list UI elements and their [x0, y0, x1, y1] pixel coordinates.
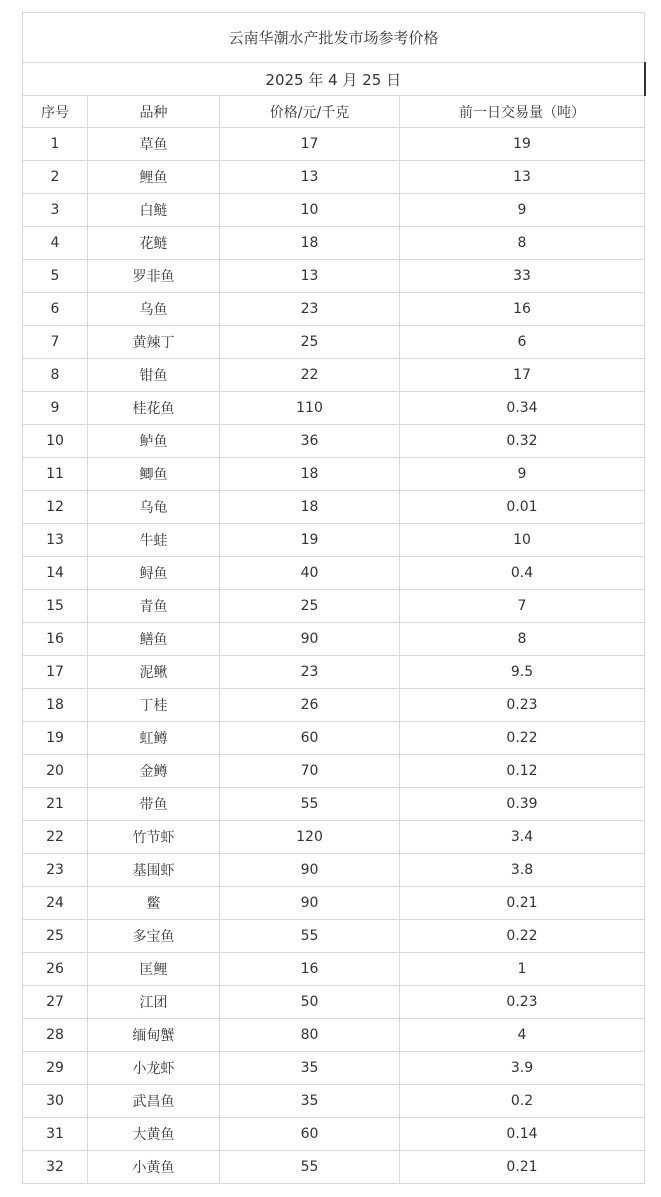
cell-index: 31 [23, 1118, 88, 1151]
cell-price: 19 [220, 524, 400, 557]
table-row [23, 1019, 645, 1052]
cell-index: 21 [23, 788, 88, 821]
cell-variety: 带鱼 [88, 788, 220, 821]
cell-volume: 8 [400, 623, 645, 656]
table-header-row [23, 96, 645, 128]
cell-volume: 4 [400, 1019, 645, 1052]
cell-index: 29 [23, 1052, 88, 1085]
table-title: 云南华潮水产批发市场参考价格 [23, 13, 645, 63]
cell-index: 2 [23, 161, 88, 194]
cell-variety: 鲈鱼 [88, 425, 220, 458]
table-body [23, 128, 645, 1184]
cell-index: 23 [23, 854, 88, 887]
column-header-variety: 品种 [88, 96, 220, 128]
cell-price: 35 [220, 1052, 400, 1085]
cell-index: 10 [23, 425, 88, 458]
cell-variety: 基围虾 [88, 854, 220, 887]
cell-index: 19 [23, 722, 88, 755]
cell-volume: 0.01 [400, 491, 645, 524]
table-row [23, 953, 645, 986]
cell-volume: 0.21 [400, 887, 645, 920]
cell-price: 120 [220, 821, 400, 854]
cell-volume: 0.4 [400, 557, 645, 590]
cell-volume: 9 [400, 194, 645, 227]
cell-variety: 黄辣丁 [88, 326, 220, 359]
table-row [23, 854, 645, 887]
cell-volume: 3.4 [400, 821, 645, 854]
cell-index: 26 [23, 953, 88, 986]
table-row [23, 788, 645, 821]
cell-volume: 1 [400, 953, 645, 986]
cell-index: 17 [23, 656, 88, 689]
cell-volume: 17 [400, 359, 645, 392]
table-row [23, 458, 645, 491]
cell-price: 18 [220, 227, 400, 260]
column-header-volume: 前一日交易量（吨） [400, 96, 645, 128]
cell-volume: 6 [400, 326, 645, 359]
cell-index: 7 [23, 326, 88, 359]
cell-volume: 0.39 [400, 788, 645, 821]
cell-index: 28 [23, 1019, 88, 1052]
cell-index: 20 [23, 755, 88, 788]
cell-index: 32 [23, 1151, 88, 1184]
cell-volume: 0.23 [400, 986, 645, 1019]
cell-index: 11 [23, 458, 88, 491]
column-header-index: 序号 [23, 96, 88, 128]
cell-variety: 鲟鱼 [88, 557, 220, 590]
cell-price: 90 [220, 887, 400, 920]
cell-variety: 缅甸蟹 [88, 1019, 220, 1052]
cell-variety: 桂花鱼 [88, 392, 220, 425]
table-row [23, 359, 645, 392]
cell-price: 80 [220, 1019, 400, 1052]
cell-price: 25 [220, 326, 400, 359]
cell-index: 9 [23, 392, 88, 425]
table-row [23, 821, 645, 854]
cell-volume: 19 [400, 128, 645, 161]
table-row [23, 590, 645, 623]
cell-price: 55 [220, 920, 400, 953]
cell-index: 6 [23, 293, 88, 326]
cell-variety: 江团 [88, 986, 220, 1019]
cell-variety: 小黄鱼 [88, 1151, 220, 1184]
cell-variety: 小龙虾 [88, 1052, 220, 1085]
cell-variety: 鲫鱼 [88, 458, 220, 491]
cell-index: 5 [23, 260, 88, 293]
cell-price: 18 [220, 491, 400, 524]
price-table [22, 12, 646, 1184]
cell-variety: 竹节虾 [88, 821, 220, 854]
cell-volume: 0.21 [400, 1151, 645, 1184]
cell-volume: 9.5 [400, 656, 645, 689]
cell-price: 55 [220, 1151, 400, 1184]
cell-price: 18 [220, 458, 400, 491]
cell-volume: 8 [400, 227, 645, 260]
table-row [23, 161, 645, 194]
cell-variety: 大黄鱼 [88, 1118, 220, 1151]
cell-variety: 泥鳅 [88, 656, 220, 689]
cell-price: 90 [220, 854, 400, 887]
cell-index: 15 [23, 590, 88, 623]
cell-volume: 0.22 [400, 920, 645, 953]
cell-price: 60 [220, 722, 400, 755]
cell-price: 23 [220, 656, 400, 689]
table-row [23, 755, 645, 788]
table-row [23, 722, 645, 755]
cell-price: 17 [220, 128, 400, 161]
table-row [23, 1052, 645, 1085]
cell-variety: 草鱼 [88, 128, 220, 161]
cell-variety: 乌龟 [88, 491, 220, 524]
cell-price: 50 [220, 986, 400, 1019]
cell-price: 26 [220, 689, 400, 722]
table-row [23, 326, 645, 359]
cell-volume: 3.8 [400, 854, 645, 887]
table-date: 2025 年 4 月 25 日 [23, 63, 645, 96]
cell-price: 40 [220, 557, 400, 590]
table-row [23, 392, 645, 425]
cell-index: 25 [23, 920, 88, 953]
cell-price: 90 [220, 623, 400, 656]
cell-variety: 虹鳟 [88, 722, 220, 755]
cell-volume: 33 [400, 260, 645, 293]
cell-index: 1 [23, 128, 88, 161]
table-row [23, 524, 645, 557]
table-row [23, 1151, 645, 1184]
table-row [23, 656, 645, 689]
cell-volume: 0.2 [400, 1085, 645, 1118]
cell-variety: 花鲢 [88, 227, 220, 260]
cell-price: 25 [220, 590, 400, 623]
cell-index: 4 [23, 227, 88, 260]
cell-price: 10 [220, 194, 400, 227]
cell-index: 16 [23, 623, 88, 656]
cell-volume: 7 [400, 590, 645, 623]
cell-index: 27 [23, 986, 88, 1019]
price-sheet [22, 12, 644, 1184]
cell-variety: 丁桂 [88, 689, 220, 722]
cell-variety: 牛蛙 [88, 524, 220, 557]
cell-variety: 罗非鱼 [88, 260, 220, 293]
cell-volume: 0.14 [400, 1118, 645, 1151]
cell-price: 36 [220, 425, 400, 458]
table-row [23, 227, 645, 260]
table-row [23, 260, 645, 293]
cell-volume: 16 [400, 293, 645, 326]
cell-variety: 钳鱼 [88, 359, 220, 392]
cell-index: 24 [23, 887, 88, 920]
cell-variety: 匡鲤 [88, 953, 220, 986]
cell-price: 13 [220, 260, 400, 293]
cell-index: 8 [23, 359, 88, 392]
cell-volume: 0.32 [400, 425, 645, 458]
cell-variety: 武昌鱼 [88, 1085, 220, 1118]
cell-price: 70 [220, 755, 400, 788]
cell-variety: 鲤鱼 [88, 161, 220, 194]
cell-volume: 0.22 [400, 722, 645, 755]
cell-variety: 青鱼 [88, 590, 220, 623]
table-row [23, 986, 645, 1019]
cell-index: 3 [23, 194, 88, 227]
cell-volume: 0.23 [400, 689, 645, 722]
table-row [23, 128, 645, 161]
cell-volume: 10 [400, 524, 645, 557]
cell-price: 60 [220, 1118, 400, 1151]
table-row [23, 920, 645, 953]
cell-price: 55 [220, 788, 400, 821]
cell-price: 110 [220, 392, 400, 425]
cell-volume: 13 [400, 161, 645, 194]
column-header-price: 价格/元/千克 [220, 96, 400, 128]
table-date-row [23, 63, 645, 96]
cell-variety: 白鲢 [88, 194, 220, 227]
cell-index: 30 [23, 1085, 88, 1118]
cell-price: 22 [220, 359, 400, 392]
cell-volume: 3.9 [400, 1052, 645, 1085]
cell-index: 13 [23, 524, 88, 557]
cell-price: 23 [220, 293, 400, 326]
table-row [23, 425, 645, 458]
cell-price: 16 [220, 953, 400, 986]
cell-volume: 0.12 [400, 755, 645, 788]
cell-index: 14 [23, 557, 88, 590]
cell-variety: 乌鱼 [88, 293, 220, 326]
cell-index: 12 [23, 491, 88, 524]
table-row [23, 194, 645, 227]
cell-variety: 鳝鱼 [88, 623, 220, 656]
table-row [23, 1118, 645, 1151]
table-row [23, 623, 645, 656]
table-row [23, 557, 645, 590]
table-row [23, 293, 645, 326]
cell-price: 13 [220, 161, 400, 194]
cell-volume: 9 [400, 458, 645, 491]
cell-index: 18 [23, 689, 88, 722]
cell-variety: 多宝鱼 [88, 920, 220, 953]
cell-variety: 金鳟 [88, 755, 220, 788]
cell-index: 22 [23, 821, 88, 854]
table-row [23, 491, 645, 524]
table-row [23, 689, 645, 722]
cell-volume: 0.34 [400, 392, 645, 425]
cell-price: 35 [220, 1085, 400, 1118]
table-row [23, 1085, 645, 1118]
cell-variety: 鳖 [88, 887, 220, 920]
table-title-row [23, 13, 645, 63]
table-row [23, 887, 645, 920]
